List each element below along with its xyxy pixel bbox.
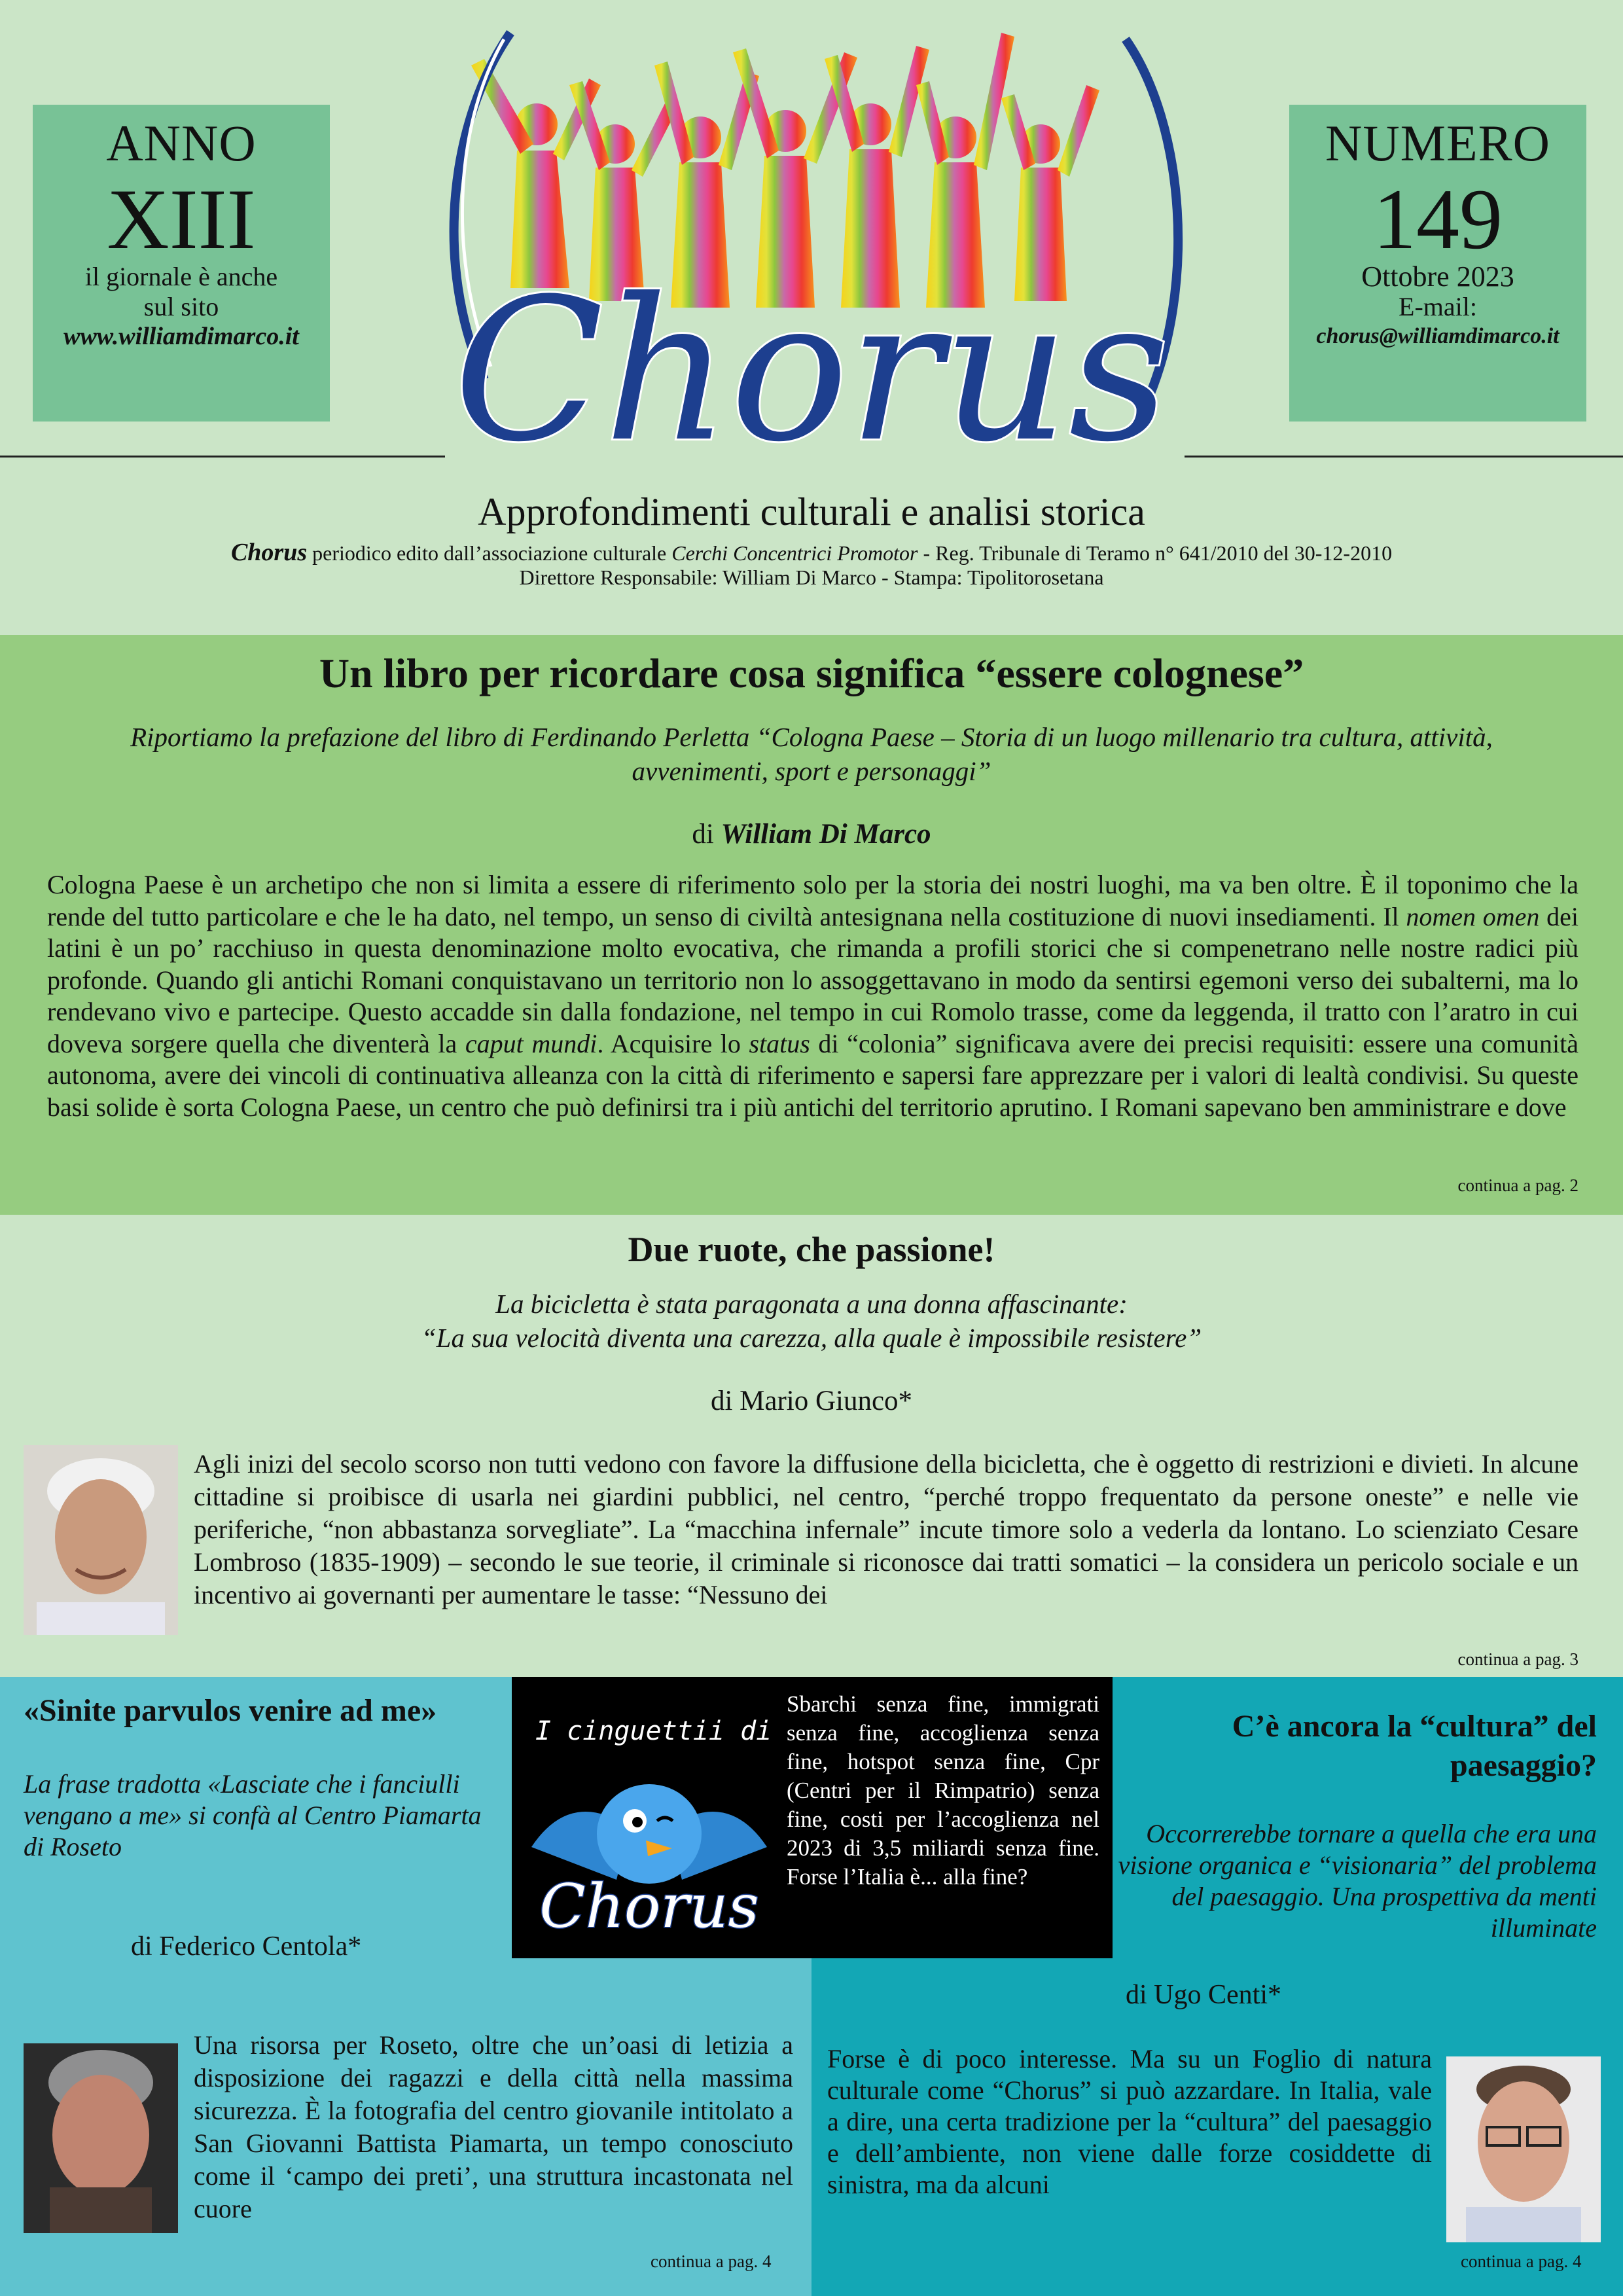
site-note-line2: sul sito [143, 292, 219, 321]
article2-lead-line2: “La sua velocità diventa una carezza, alla quale è impossibile resistere” [421, 1323, 1202, 1353]
logo-wordmark: Chorus [454, 257, 1169, 484]
tweet-logo-wordmark: Chorus [539, 1871, 759, 1941]
masthead [0, 0, 1623, 635]
article4-lead: Occorrerebbe tornare a quella che era una visione organica e “visionaria” del problema del paesaggio. Una prospettiva da menti illuminate [1118, 1819, 1597, 1943]
article2-continue-link[interactable]: continua a pag. 3 [1457, 1649, 1578, 1669]
article4-body: Forse è di poco interesse. Ma su un Foglio di natura culturale come “Chorus” si può azzardare. In Italia, vale a dire, una certa tradizione per la “cultura” del paesaggio e dell’ambiente, non viene dalle forze cosiddette di sinistra, ma da alcuni [827, 2044, 1432, 2199]
article1-text-c: . Acquisire lo [597, 1028, 749, 1058]
tweet-text: Sbarchi senza fine, immigrati senza fine, accoglienza senza fine, hotspot senza fine, Cpr (Centri per il Rimpatrio) senza fine, costi per l’accoglienza nel 2023 di 3,5 miliardi senza fine. Forse l’Italia è... alla fine? [787, 1691, 1099, 1890]
article3-body: Una risorsa per Roseto, oltre che un’oasi di letizia a disposizione dei ragazzi e della città nella massima sicurezza. È la fotografia del centro giovanile intitolato a San Giovanni Battista Piamarta, un tempo conosciuto come il ‘campo dei preti’, una struttura incastonata nel cuore [194, 2030, 793, 2223]
email-link[interactable]: chorus@williamdimarco.it [1316, 324, 1560, 348]
article4-title: C’è ancora la “cultura” del paesaggio? [1232, 1709, 1597, 1783]
article1-title: Un libro per ricordare cosa significa “essere colognese” [319, 650, 1304, 696]
issue-label: NUMERO [1325, 115, 1550, 171]
email-label: E-mail: [1399, 292, 1477, 321]
article1-italic-b: caput mundi [465, 1028, 597, 1058]
article1-italic-c: status [749, 1028, 810, 1058]
article1-italic-a: nomen omen [1406, 901, 1540, 931]
article1-text-d: di “colonia” significava avere dei precisi requisiti: essere una comunità autonoma, avere dei vincoli di continuativa alleanza con la città di riferimento e sapersi fare apprezzare per i valori di lealtà condivisi. Su queste basi solide è sorta Cologna Paese, un centro che può definirsi tra i più antichi del territorio aprutino. I Romani sapevano ben amministrare e dove [47, 1028, 1579, 1122]
year-box [33, 105, 330, 422]
author-photo-giunco [24, 1445, 178, 1635]
article3-continue-link[interactable]: continua a pag. 4 [651, 2251, 772, 2271]
portrait-icon [24, 2043, 178, 2233]
article3-byline: di Federico Centola* [131, 1931, 362, 1962]
issue-number: 149 [1373, 171, 1503, 267]
article2-lead [0, 1287, 1623, 1355]
portrait-icon [24, 1445, 178, 1635]
article2-byline: di Mario Giunco* [710, 1386, 913, 1416]
article-bicycle [0, 1215, 1623, 1677]
pub-association: Cerchi Concentrici Promotor [671, 541, 918, 565]
header-rule-right [1185, 456, 1623, 457]
pub-name: Chorus [230, 539, 308, 566]
article1-by-prefix: di [692, 819, 721, 850]
article4-byline: di Ugo Centi* [1126, 1980, 1281, 2010]
year-label: ANNO [106, 115, 257, 171]
tweet-box [512, 1677, 1113, 1958]
pub-text-2: - Reg. Tribunale di Teramo n° 641/2010 del 30-12-2010 [918, 541, 1393, 565]
author-photo-centi [1446, 2056, 1601, 2242]
chorus-logo [393, 13, 1230, 484]
article1-continue-link[interactable]: continua a pag. 2 [1457, 1175, 1578, 1195]
article1-body [47, 869, 1578, 1123]
portrait-icon [1446, 2056, 1601, 2242]
publication-line [0, 538, 1623, 567]
article1-author: William Di Marco [721, 819, 931, 850]
article2-body: Agli inizi del secolo scorso non tutti vedono con favore la diffusione della bicicletta, che è oggetto di restrizioni e divieti. In alcune cittadine si proibisce di usarla nei giardini pubblici, nel centro, “perché troppo frequentato da persone oneste” e nelle vie periferiche, “non abbastanza sorvegliate”. La “macchina infernale” incute timore solo a vederla da lontano. Lo scienziato Cesare Lombroso (1835-1909) – secondo le sue teorie, il criminale si riconosce dai tratti somatici – la considera un pericolo sociale e un incentivo ai governanti per aumentare le tasse: “Nessuno dei [194, 1449, 1578, 1609]
issue-date: Ottobre 2023 [1361, 260, 1514, 293]
masthead-subtitle: Approfondimenti culturali e analisi storica [478, 490, 1145, 533]
bottom-band [0, 1677, 1623, 2296]
director-line: Direttore Responsabile: William Di Marco - Stampa: Tipolitorosetana [519, 565, 1104, 589]
article3-lead: La frase tradotta «Lasciate che i fanciulli vengano a me» si confà al Centro Piamarta di Roseto [24, 1769, 482, 1861]
article-cologna [0, 635, 1623, 1215]
article3-title: «Sinite parvulos venire ad me» [24, 1693, 437, 1728]
pub-text-1: periodico edito dall’associazione culturale [307, 541, 672, 565]
article1-byline [0, 818, 1623, 850]
article1-lead [39, 720, 1584, 788]
header-rule-left [0, 456, 445, 457]
tweet-box-title: I cinguettii di [535, 1716, 772, 1746]
bird-icon [518, 1749, 780, 1952]
website-link[interactable]: www.williamdimarco.it [63, 323, 299, 350]
issue-box [1289, 105, 1586, 422]
article2-title: Due ruote, che passione! [628, 1230, 995, 1269]
article4-continue-link[interactable]: continua a pag. 4 [1461, 2251, 1582, 2271]
year-value: XIII [107, 171, 256, 267]
site-note-line1: il giornale è anche [84, 262, 278, 291]
article1-text-b: dei latini è un po’ racchiuso in questa denominazione molto evocativa, che rimanda a profili storici che si compenetrano nelle nostre radici più profonde. Quando gli antichi Romani conquistavano un territorio non lo assoggettavano in modo da sentirsi egemoni verso dei subalterni, ma lo rendevano vivo e partecipe. Questo accadde sin dalla fondazione, nel tempo in cui Romolo trasse, come da leggenda, il tratto con l’aratro in cui doveva sorgere quella che diventerà la [47, 901, 1579, 1058]
article1-lead-line2: avvenimenti, sport e personaggi” [632, 756, 991, 786]
article1-text-a: Cologna Paese è un archetipo che non si limita a essere di riferimento solo per la storia dei nostri luoghi, ma va ben oltre. È il toponimo che la rende del tutto particolare e che le ha dato, nel tempo, un senso di civiltà antesignana nella costituzione di nuovi insediamenti. Il [47, 870, 1578, 931]
article2-lead-line1: La bicicletta è stata paragonata a una donna affascinante: [495, 1289, 1128, 1319]
article1-lead-line1: Riportiamo la prefazione del libro di Ferdinando Perletta “Cologna Paese – Storia di un luogo millenario tra cultura, attività, [130, 722, 1493, 752]
author-photo-centola [24, 2043, 178, 2233]
